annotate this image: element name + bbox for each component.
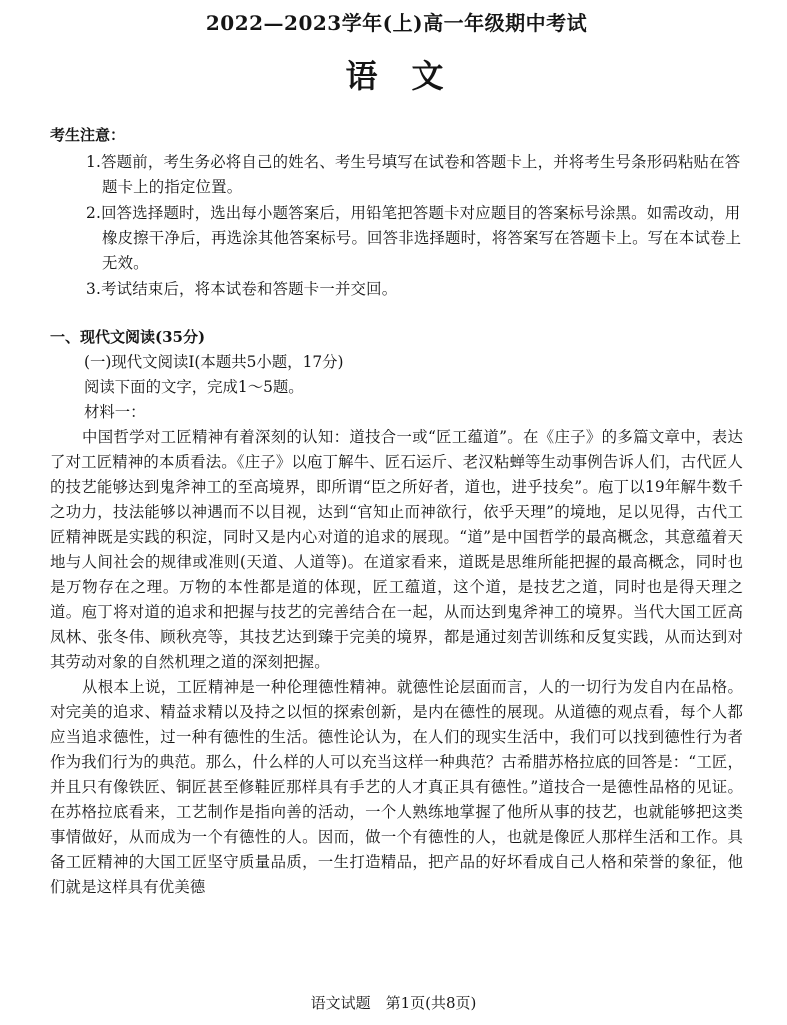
material-label: 材料一： <box>84 403 146 421</box>
notice-title: 考生注意： <box>50 126 126 144</box>
section-title: 一、现代文阅读(35分) <box>50 328 206 346</box>
reading-instruction: 阅读下面的文字，完成1～5题。 <box>84 378 304 396</box>
article-paragraph: 从根本上说，工匠精神是一种伦理德性精神。就德性论层面而言，人的一切行为发自内在品格。对完美的追求、精益求精以及持之以恒的探索创新，是内在德性的展现。从道德的观点看，每个人都应当追求德性，过一种有德性的生活。德性论认为，在人们的现实生活中，我们可以找到德性行为者作为我们行为的典范。那么，什么样的人可以充当这样一种典范？古希腊苏格拉底的回答是：“工匠，并且只有像铁匠、铜匠甚至修鞋匠那样具有手艺的人才真正具有德性。”道技合一是德性品格的见证。在苏格拉底看来，工艺制作是指向善的活动，一个人熟练地掌握了他所从事的技艺，也就能够把这类事情做好，从而成为一个有德性的人。因而，做一个有德性的人，也就是像匠人那样生活和工作。具备工匠精神的大国工匠坚守质量品质，一生打造精品，把产品的好坏看成自己人格和荣誉的象征，他们就是这样具有优美德 <box>50 678 743 896</box>
exam-title: 2022—2023学年(上)高一年级期中考试 <box>205 11 588 35</box>
notice-list <box>50 150 743 302</box>
notice-block <box>50 124 743 302</box>
notice-item: 2.回答选择题时，选出每小题答案后，用铅笔把答题卡对应题目的答案标号涂黑。如需改动，用橡皮擦干净后，再选涂其他答案标号。回答非选择题时，将答案写在答题卡上。写在本试卷上无效。 <box>86 204 742 272</box>
subject-title: 语文 <box>345 57 478 95</box>
subsection-title: (一)现代文阅读Ⅰ(本题共5小题，17分) <box>84 353 344 371</box>
section-reading <box>50 326 743 900</box>
notice-item: 1.答题前，考生务必将自己的姓名、考生号填写在试卷和答题卡上，并将考生号条形码粘贴在答题卡上的指定位置。 <box>86 153 741 196</box>
article-paragraph: 中国哲学对工匠精神有着深刻的认知：道技合一或“匠工蕴道”。在《庄子》的多篇文章中，表达了对工匠精神的本质看法。《庄子》以庖丁解牛、匠石运斤、老汉粘蝉等生动事例告诉人们，古代匠人的技艺能够达到鬼斧神工的至高境界，即所谓“臣之所好者，道也，进乎技矣”。庖丁以19年解牛数千之功力，技法能够以神遇而不以目视，达到“官知止而神欲行，依乎天理”的境地，足以见得，古代工匠精神既是实践的积淀，同时又是内心对道的追求的展现。“道”是中国哲学的最高概念，其意蕴着天地与人间社会的规律或准则(天道、人道等)。在道家看来，道既是思维所能把握的最高概念，同时也是万物存在之理。万物的本性都是道的体现，匠工蕴道，这个道，是技艺之道，同时也是得天理之道。庖丁将对道的追求和把握与技艺的完善结合在一起，从而达到鬼斧神工的境界。当代大国工匠高凤林、张冬伟、顾秋亮等，其技艺达到臻于完美的境界，都是通过刻苦训练和反复实践，从而达到对其劳动对象的自然机理之道的深刻把握。 <box>50 428 743 671</box>
notice-item: 3.考试结束后，将本试卷和答题卡一并交回。 <box>86 280 398 298</box>
page-footer: 语文试题 第1页(共8页) <box>310 994 477 1012</box>
